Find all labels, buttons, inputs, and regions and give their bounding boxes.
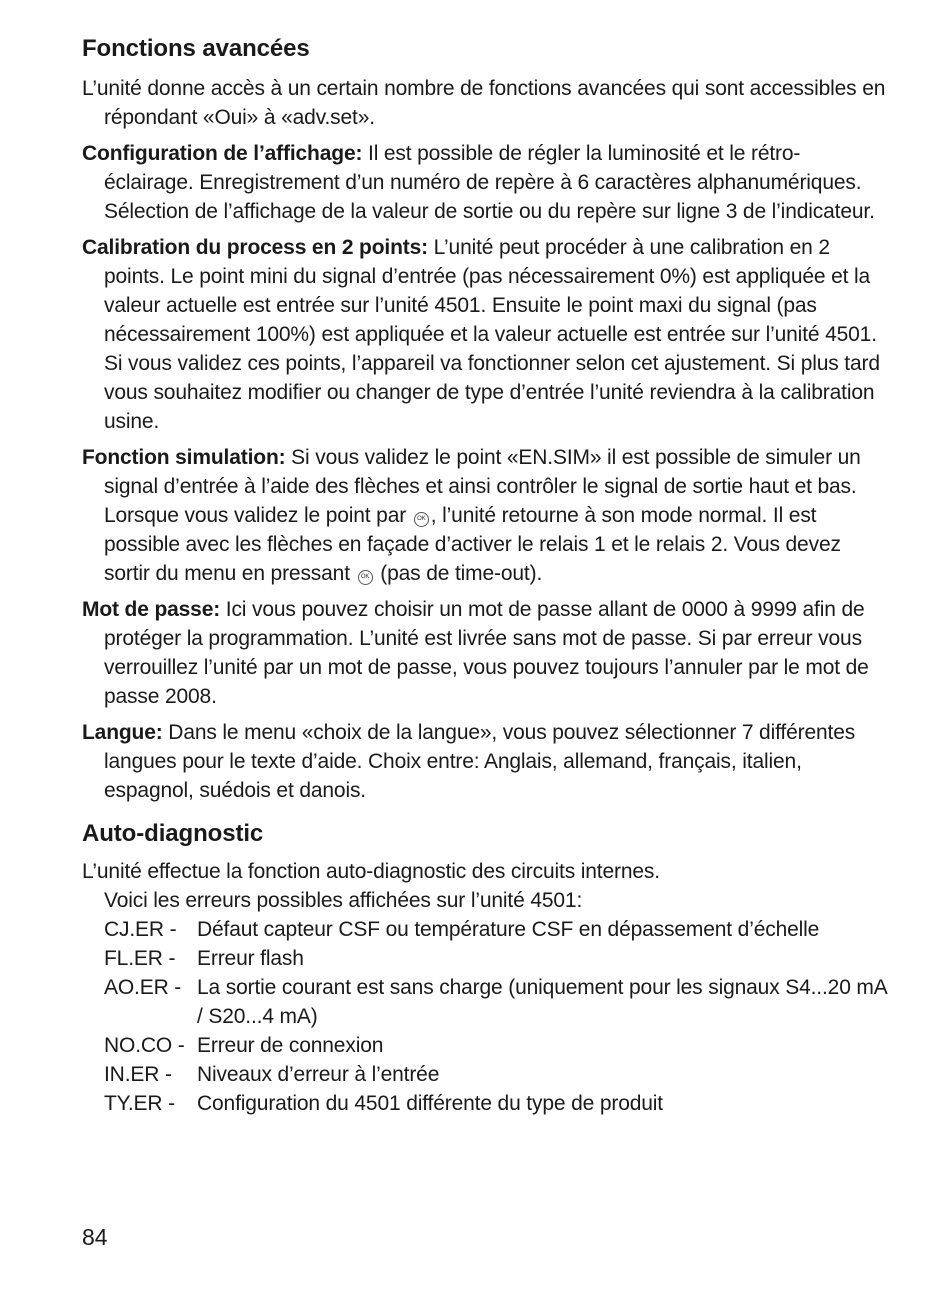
error-description: La sortie courant est sans charge (uniquement pour les signaux S4...20 mA / S20...4 mA): [197, 976, 887, 1028]
error-description: Défaut capteur CSF ou température CSF en dépassement d’échelle: [197, 918, 820, 941]
error-row: [104, 1060, 888, 1089]
password-text: Ici vous pouvez choisir un mot de passe allant de 0000 à 9999 afin de protéger la programmation. L’unité est livrée sans mot de passe. Si par erreur vous verrouillez l’unité par un mot de passe, vous pouvez toujours l’annuler par le mot de passe 2008.: [104, 598, 869, 708]
error-code: CJ.ER -: [104, 918, 177, 941]
error-list: [104, 915, 888, 1118]
error-row: [104, 973, 888, 1031]
ok-button-icon: OK: [414, 512, 429, 527]
language-text: Dans le menu «choix de la langue», vous pouvez sélectionner 7 différentes langues pour le texte d’aide. Choix entre: Anglais, allemand, français, italien, espagnol, suédois et danois.: [104, 721, 856, 802]
simulation-function-label: Fonction simulation:: [82, 446, 286, 469]
error-code: AO.ER -: [104, 976, 182, 999]
simulation-function-text-c: (pas de time-out).: [374, 562, 543, 585]
auto-diagnostic-intro: L’unité effectue la fonction auto-diagnostic des circuits internes.: [82, 860, 660, 883]
process-calibration-paragraph: [82, 233, 888, 436]
error-description: Erreur flash: [197, 947, 304, 970]
error-description: Erreur de connexion: [197, 1034, 384, 1057]
error-row: [104, 915, 888, 944]
simulation-function-paragraph: [82, 443, 888, 588]
display-configuration-paragraph: [82, 139, 888, 226]
simulation-function-text-b: , l’unité retourne à son mode normal. Il est possible avec les flèches en façade d’activer le relais 1 et le relais 2. Vous devez sortir du menu en pressant: [104, 504, 841, 585]
error-code: TY.ER -: [104, 1092, 175, 1115]
password-paragraph: [82, 595, 888, 711]
error-code: NO.CO -: [104, 1034, 185, 1057]
auto-diagnostic-sub: Voici les erreurs possibles affichées sur l’unité 4501:: [104, 889, 583, 912]
error-code: IN.ER -: [104, 1063, 172, 1086]
error-row: [104, 1031, 888, 1060]
section-title-auto-diagnostic: Auto-diagnostic: [82, 820, 264, 847]
advanced-functions-intro: L’unité donne accès à un certain nombre de fonctions avancées qui sont accessibles en répondant «Oui» à «adv.set».: [82, 77, 886, 129]
error-code: FL.ER -: [104, 947, 176, 970]
simulation-function-text-a: Si vous validez le point «EN.SIM» il est possible de simuler un signal d’entrée à l’aide des flèches et ainsi contrôler le signal de sortie haut et bas. Lorsque vous validez le point par: [104, 446, 861, 527]
error-description: Niveaux d’erreur à l’entrée: [197, 1063, 440, 1086]
display-configuration-label: Configuration de l’affichage:: [82, 142, 363, 165]
process-calibration-text: L’unité peut procéder à une calibration en 2 points. Le point mini du signal d’entrée (pas nécessairement 0%) est appliquée et la valeur actuelle est entrée sur l’unité 4501. Ensuite le point maxi du signal (pas nécessairement 100%) est appliquée et la valeur actuelle est entrée sur l’unité 4501. Si vous validez ces points, l’appareil va fonctionner selon cet ajustement. Si plus tard vous souhaitez modifier ou changer de type d’entrée l’unité reviendra à la calibration usine.: [104, 236, 880, 433]
error-row: [104, 944, 888, 973]
error-row: [104, 1089, 888, 1118]
page-content: [82, 34, 888, 1118]
process-calibration-label: Calibration du process en 2 points:: [82, 236, 428, 259]
display-configuration-text: Il est possible de régler la luminosité et le rétro-éclairage. Enregistrement d’un numéro de repère à 6 caractères alphanumériques. Sélection de l’affichage de la valeur de sortie ou du repère sur ligne 3 de l’indicateur.: [104, 142, 875, 223]
ok-button-icon: OK: [358, 570, 373, 585]
password-label: Mot de passe:: [82, 598, 221, 621]
page-number: 84: [82, 1224, 108, 1250]
error-description: Configuration du 4501 différente du type de produit: [197, 1092, 663, 1115]
section-title-advanced-functions: Fonctions avancées: [82, 35, 310, 62]
language-label: Langue:: [82, 721, 163, 744]
language-paragraph: [82, 718, 888, 805]
